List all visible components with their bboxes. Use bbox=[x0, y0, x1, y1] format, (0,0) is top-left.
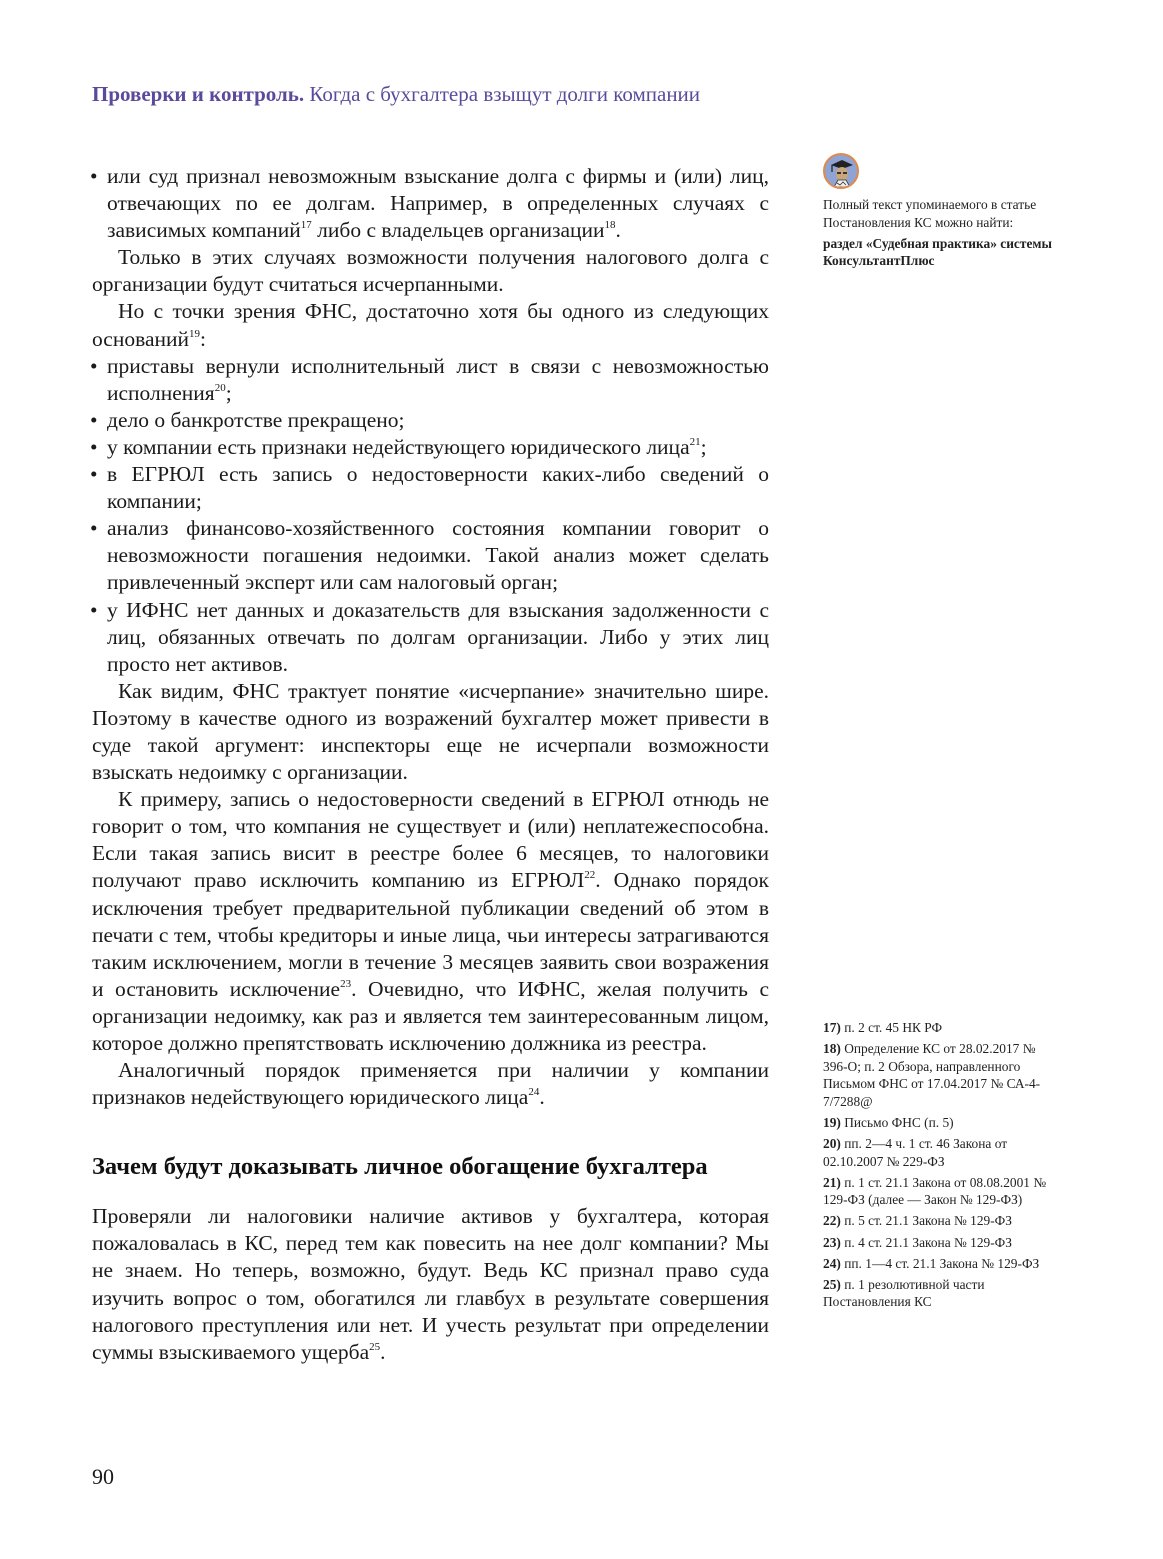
footnote-text: Письмо ФНС (п. 5) bbox=[844, 1114, 954, 1130]
punctuation: : bbox=[200, 326, 206, 351]
paragraph-text: . Однако порядок исключения требует предварительной публикации сведений об этом в печати с тем, чтобы кредиторы и иные лица, чьи интересы затрагиваются таким исключением, могли в течение 3 месяцев заявить свои возражения и остановить исключение bbox=[92, 868, 769, 1001]
article-body bbox=[92, 163, 769, 1366]
footnote-text: п. 5 ст. 21.1 Закона № 129-ФЗ bbox=[844, 1213, 1012, 1229]
list-item-text: анализ финансово-хозяйственного состояния компании говорит о невозможности погашения недоимки. Такой анализ может сделать привлеченный эксперт или сам налоговый орган; bbox=[107, 516, 769, 595]
footnote-number: 23) bbox=[823, 1234, 841, 1250]
footnote-ref[interactable]: 18 bbox=[604, 219, 616, 232]
list-item bbox=[92, 434, 769, 461]
footnote-ref[interactable]: 24 bbox=[528, 1086, 540, 1099]
punctuation: ; bbox=[700, 434, 707, 459]
professor-avatar-icon-svg bbox=[825, 155, 857, 187]
footnote-ref[interactable]: 21 bbox=[689, 435, 701, 448]
footnote bbox=[823, 1040, 1058, 1110]
list-item-text: либо с владельцев организации bbox=[311, 218, 605, 243]
footnote bbox=[823, 1276, 1058, 1311]
paragraph bbox=[92, 1057, 769, 1111]
footnote bbox=[823, 1174, 1058, 1209]
list-item bbox=[92, 515, 769, 596]
footnote-ref[interactable]: 19 bbox=[189, 327, 201, 340]
bullet-list-grounds bbox=[92, 353, 769, 678]
professor-avatar-icon bbox=[823, 153, 859, 189]
footnote-ref[interactable]: 23 bbox=[340, 977, 352, 990]
list-item bbox=[92, 407, 769, 434]
footnote bbox=[823, 1212, 1058, 1230]
footnote-number: 20) bbox=[823, 1136, 841, 1152]
punctuation: . bbox=[615, 218, 621, 243]
punctuation: . bbox=[380, 1339, 386, 1364]
footnote bbox=[823, 1135, 1058, 1170]
list-item bbox=[92, 353, 769, 407]
paragraph bbox=[92, 298, 769, 352]
footnote-number: 24) bbox=[823, 1255, 841, 1271]
list-item-text: у компании есть признаки недействующего юридического лица bbox=[107, 434, 690, 459]
bullet-list-intro bbox=[92, 163, 769, 244]
footnote bbox=[823, 1114, 1058, 1132]
footnote-text: п. 1 ст. 21.1 Закона от 08.08.2001 № 129-ФЗ (далее — Закон № 129-ФЗ) bbox=[823, 1174, 1047, 1208]
paragraph bbox=[92, 786, 769, 1057]
footnote-ref[interactable]: 22 bbox=[584, 869, 596, 882]
paragraph-text: К примеру, запись о недостоверности сведений в ЕГРЮЛ отнюдь не говорит о том, что компания не существует и (или) неплатежеспособна. Если такая запись висит в реестре более 6 месяцев, то налоговики получают право исключить компанию из ЕГРЮЛ bbox=[92, 787, 769, 893]
list-item bbox=[92, 597, 769, 678]
sidebar-note bbox=[823, 196, 1053, 269]
footnote-ref[interactable]: 17 bbox=[300, 219, 312, 232]
section-heading: Зачем будут доказывать личное обогащение бухгалтера bbox=[92, 1153, 708, 1181]
footnote-ref[interactable]: 20 bbox=[214, 381, 226, 394]
list-item bbox=[92, 461, 769, 515]
footnotes bbox=[823, 1019, 1058, 1314]
footnote-text: п. 2 ст. 45 НК РФ bbox=[844, 1020, 943, 1035]
running-head bbox=[92, 82, 700, 107]
paragraph-text: Аналогичный порядок применяется при наличии у компании признаков недействующего юридического лица bbox=[92, 1058, 769, 1110]
list-item-text: приставы вернули исполнительный лист в связи с невозможностью исполнения bbox=[107, 353, 769, 405]
list-item-text: в ЕГРЮЛ есть запись о недостоверности каких-либо сведений о компании; bbox=[107, 462, 769, 514]
footnote-ref[interactable]: 25 bbox=[369, 1340, 381, 1353]
footnote-text: п. 1 резолютивной части Постановления КС bbox=[823, 1276, 985, 1310]
footnote-number: 17) bbox=[823, 1020, 841, 1035]
footnote-number: 25) bbox=[823, 1276, 841, 1292]
punctuation: . bbox=[539, 1085, 545, 1110]
footnote-number: 22) bbox=[823, 1213, 841, 1229]
punctuation: ; bbox=[225, 380, 232, 405]
footnote bbox=[823, 1234, 1058, 1252]
footnote-text: пп. 2—4 ч. 1 ст. 46 Закона от 02.10.2007 № 229-ФЗ bbox=[823, 1136, 1008, 1169]
footnote-text: п. 4 ст. 21.1 Закона № 129-ФЗ bbox=[844, 1234, 1012, 1250]
footnote-text: Определение КС от 28.02.2017 № 396-О; п. 2 Обзора, направленного Письмом ФНС от 17.04.2017 № СА-4-7/7288@ bbox=[823, 1041, 1041, 1109]
sidebar-note-text: Полный текст упоминаемого в статье Постановления КС можно найти: bbox=[823, 197, 1037, 230]
list-item bbox=[92, 163, 769, 244]
paragraph-text: Проверяли ли налоговики наличие активов у бухгалтера, которая пожаловалась в КС, перед тем как повесить на нее долг компании? Мы не знаем. Но теперь, возможно, будут. Ведь КС признал право суда изучить вопрос о том, обогатился ли главбух в результате совершения налогового преступления или нет. И учесть результат при определении суммы взыскиваемого ущерба bbox=[92, 1204, 769, 1364]
paragraph-text: . Очевидно, что ИФНС, желая получить с организации недоимку, как раз и является тем заинтересованным лицом, которое должно препятствовать исключению должника из реестра. bbox=[92, 976, 769, 1055]
list-item-text: или суд признал невозможным взыскание долга с фирмы и (или) лиц, отвечающих по ее долгам. Например, в определенных случаях с зависимых компаний bbox=[107, 164, 769, 243]
footnote-text: пп. 1—4 ст. 21.1 Закона № 129-ФЗ bbox=[844, 1255, 1040, 1271]
footnote bbox=[823, 1019, 1058, 1037]
page-number: 90 bbox=[92, 1464, 114, 1489]
running-head-article: Когда с бухгалтера взыщут долги компании bbox=[309, 82, 701, 106]
list-item-text: у ИФНС нет данных и доказательств для взыскания задолженности с лиц, обязанных отвечать по долгам организации. Либо у этих лиц просто нет активов. bbox=[107, 597, 769, 676]
paragraph: Как видим, ФНС трактует понятие «исчерпание» значительно шире. Поэтому в качестве одного из возражений бухгалтер может привести в суде такой аргумент: инспекторы еще не исчерпали возможности взыскать недоимку с организации. bbox=[92, 678, 769, 785]
paragraph-text: Но с точки зрения ФНС, достаточно хотя бы одного из следующих оснований bbox=[92, 299, 769, 351]
sidebar-note-source: раздел «Судебная практика» системы КонсультантПлюс bbox=[823, 236, 1052, 268]
list-item-text: дело о банкротстве прекращено; bbox=[107, 407, 405, 432]
paragraph bbox=[92, 1203, 769, 1366]
footnote-number: 19) bbox=[823, 1114, 841, 1130]
footnote bbox=[823, 1255, 1058, 1273]
running-head-section: Проверки и контроль. bbox=[92, 82, 305, 106]
footnote-number: 18) bbox=[823, 1041, 841, 1057]
paragraph: Только в этих случаях возможности получения налогового долга с организации будут считаться исчерпанными. bbox=[92, 245, 769, 297]
footnote-number: 21) bbox=[823, 1174, 841, 1190]
